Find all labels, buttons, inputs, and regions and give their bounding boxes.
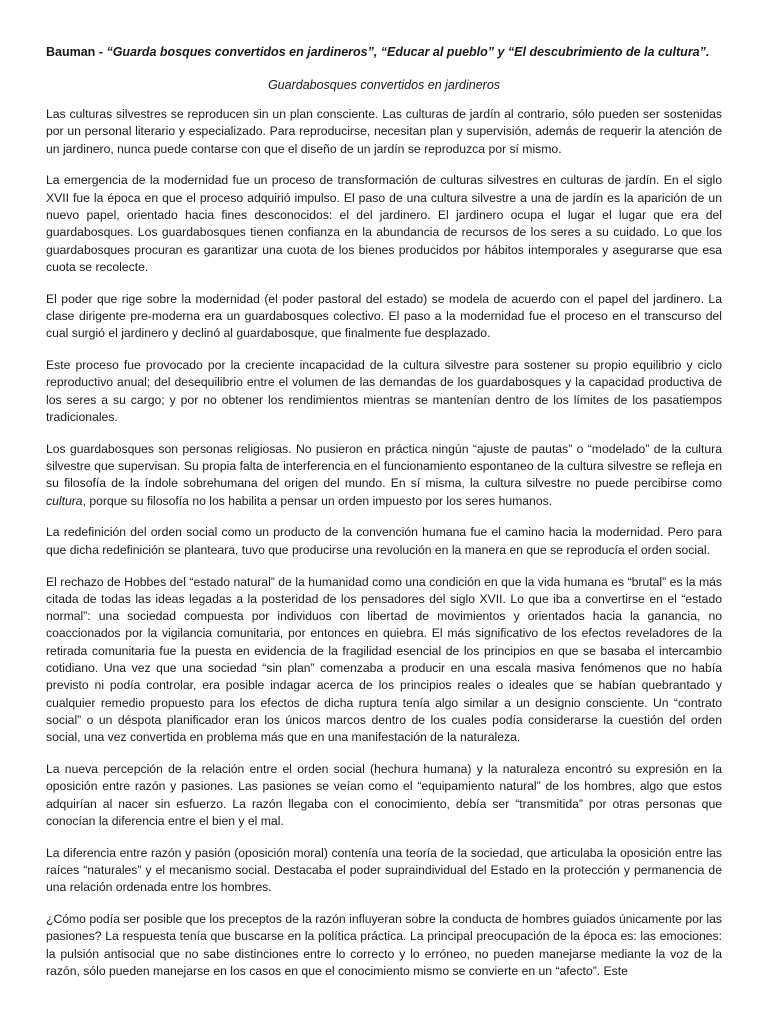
paragraph-4: Este proceso fue provocado por la creciente incapacidad de la cultura silvestre para sostener su propio equilibrio y ciclo reproductivo anual; del desequilibrio entre el volumen de las demandas de los guardabosques y la capacidad productiva de los seres a su cargo; y por no obtener los rendimientos mientras se mantenían dentro de los límites de los pasatiempos tradicionales. bbox=[46, 358, 722, 424]
paragraph-9: La diferencia entre razón y pasión (oposición moral) contenía una teoría de la sociedad, que articulaba la oposición entre las raíces “naturales” y el mecanismo social. Destacaba el poder supraindividual del Estado en la protección y permanencia de una relación ordenada entre los hombres. bbox=[46, 845, 722, 895]
paragraph-6: La redefinición del orden social como un producto de la convención humana fue el camino hacia la modernidad. Pero para que dicha redefinición se planteara, tuvo que producirse una revolución en la manera en que se reproducía el orden social. bbox=[46, 525, 722, 557]
paragraph-10: ¿Cómo podía ser posible que los preceptos de la razón influyeran sobre la conducta de hombres guiados únicamente por las pasiones? La respuesta tenía que buscarse en la política práctica. La principal preocupación de la época es: las emociones: la pulsión antisocial que no sabe distinciones entre lo correcto y lo erróneo, no pueden manejarse mediante la voz de la razón, sólo pueden manejarse en los casos en que el conocimiento mismo se convierte en un “afecto”. Este bbox=[46, 912, 722, 978]
author-name: Bauman - bbox=[46, 45, 107, 59]
paragraph-3: El poder que rige sobre la modernidad (el poder pastoral del estado) se modela de acuerdo con el papel del jardinero. La clase dirigente pre-moderna era un guardabosques colectivo. El paso a la modernidad fue el proceso en el transcurso del cual surgió el jardinero y declinó al guardabosque, que finalmente fue desplazado. bbox=[46, 291, 722, 341]
section-title: Guardabosques convertidos en jardineros bbox=[267, 78, 501, 92]
paragraph-5-text-a: Los guardabosques son personas religiosas. No pusieron en práctica ningún “ajuste de pautas” o “modelado” de la cultura silvestre que supervisan. Su propia falta de interferencia en el funcionamiento espontaneo de la cultura silvestre se refleja en su filosofía de la índole sobrehumana del origen del mundo. En sí misma, la cultura silvestre no puede percibirse como bbox=[46, 441, 722, 491]
paragraph-8: La nueva percepción de la relación entre el orden social (hechura humana) y la naturaleza encontró su expresión en la oposición entre razón y pasiones. Las pasiones se veían como el “equipamiento natural” de los hombres, algo que estos adquirían al nacer sin esfuerzo. La razón llegaba con el conocimiento, debía ser “transmitida” por otras personas que conocían la diferencia entre el bien y el mal. bbox=[46, 762, 722, 828]
document-page bbox=[46, 44, 722, 995]
paragraph-5-text-b: , porque su filosofía no los habilita a pensar un orden impuesto por los seres humanos. bbox=[82, 493, 553, 508]
paragraph-5-emphasis: cultura bbox=[46, 493, 83, 508]
document-header bbox=[46, 44, 722, 61]
document-titles: “Guarda bosques convertidos en jardineros”, “Educar al pueblo” y “El descubrimiento de la cultura”. bbox=[106, 45, 710, 59]
paragraph-7: El rechazo de Hobbes del “estado natural” de la humanidad como una condición en que la vida humana es “brutal” es la más citada de todas las ideas legadas a la posteridad de los pensadores del siglo XVII. Lo que iba a convertirse en el “estado normal”: una sociedad compuesta por individuos con libertad de movimientos y orientados hacia la ganancia, no coaccionados por la vigilancia comunitaria, por entonces en quiebra. El más significativo de los efectos reveladores de la retirada comunitaria fue la puesta en evidencia de la fragilidad esencial de los principios en que se basaba el intercambio cotidiano. Una vez que una sociedad “sin plan” comenzaba a producir en una escala masiva fenómenos que no había previsto ni podía controlar, era posible indagar acerca de los principios reales o ideales que se habían quebrantado y cualquier remedio propuesto para los efectos de dicha ruptura tenía algo similar a un designio consciente. Un “contrato social” o un déspota planificador eran los únicos marcos dentro de los cuales podía considerarse la cuestión del orden social, una vez convertida en problema más que en una manifestación de la naturaleza. bbox=[46, 574, 722, 745]
paragraph-1: Las culturas silvestres se reproducen sin un plan consciente. Las culturas de jardín al contrario, sólo pueden ser sostenidas por un personal literario y especializado. Para reproducirse, necesitan plan y supervisión, además de requerir la atención de un jardinero, nunca puede contarse con que el diseño de un jardín se reproduzca por sí mismo. bbox=[46, 107, 722, 156]
paragraph-5 bbox=[46, 441, 722, 510]
paragraph-2: La emergencia de la modernidad fue un proceso de transformación de culturas silvestres en culturas de jardín. En el siglo XVII fue la época en que el proceso adquirió impulso. El paso de una cultura silvestre a una de jardín es la aparición de un nuevo papel, orientado hacia fines desconocidos: el del jardinero. El jardinero ocupa el lugar el lugar que era del guardabosques. Los guardabosques tienen confianza en la abundancia de recursos de los seres a su cuidado. Lo que los guardabosques procuran es garantizar una cuota de los bienes producidos por hábitos intemporales y asegurarse que esa cuota se recolecte. bbox=[46, 173, 722, 274]
